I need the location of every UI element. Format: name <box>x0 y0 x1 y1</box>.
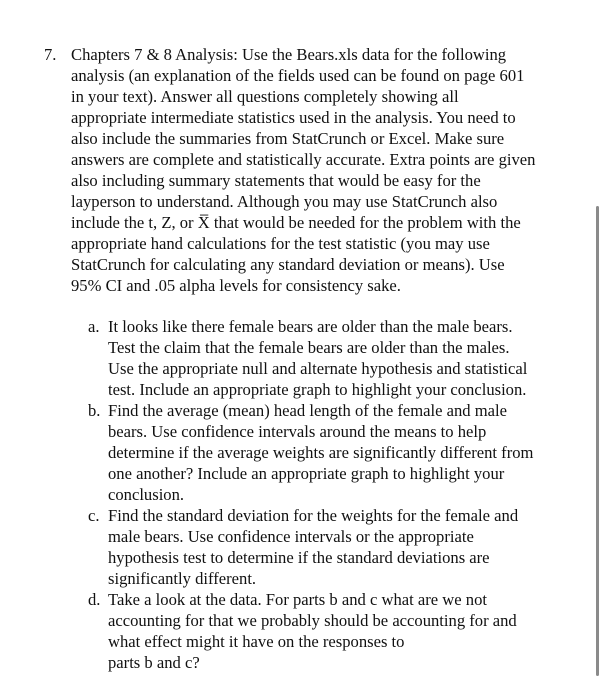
vertical-scrollbar[interactable] <box>596 206 599 676</box>
part-line: one another? Include an appropriate graph to highlight your <box>108 464 505 483</box>
question-line: StatCrunch for calculating any standard deviation or means). Use <box>71 255 505 274</box>
question-line: appropriate hand calculations for the test statistic (you may use <box>71 234 490 253</box>
question-line: Chapters 7 & 8 Analysis: Use the Bears.xls data for the following <box>71 45 507 64</box>
question-line: 95% CI and .05 alpha levels for consistency sake. <box>71 276 401 295</box>
part-line: parts b and c? <box>108 653 200 672</box>
part-line: accounting for that we probably should be accounting for and <box>108 611 517 630</box>
part-label: a. <box>88 317 100 336</box>
part-line: significantly different. <box>108 569 257 588</box>
part-line: Find the standard deviation for the weights for the female and <box>108 506 519 525</box>
part-label: c. <box>88 506 100 525</box>
part-label: d. <box>88 590 101 609</box>
part-line: determine if the average weights are significantly different from <box>108 443 534 462</box>
part-line: male bears. Use confidence intervals or the appropriate <box>108 527 474 546</box>
question-line: layperson to understand. Although you may use StatCrunch also <box>71 192 498 211</box>
question-number: 7. <box>44 45 57 64</box>
question-line: in your text). Answer all questions completely showing all <box>71 87 459 106</box>
part-text <box>108 589 578 673</box>
part-text <box>108 400 578 505</box>
part-line: Find the average (mean) head length of the female and male <box>108 401 507 420</box>
part-label: b. <box>88 401 101 420</box>
part-line: test. Include an appropriate graph to highlight your conclusion. <box>108 380 527 399</box>
question-line: answers are complete and statistically accurate. Extra points are given <box>71 150 536 169</box>
question-line: appropriate intermediate statistics used in the analysis. You need to <box>71 108 516 127</box>
part-line: conclusion. <box>108 485 185 504</box>
part-line: Test the claim that the female bears are older than the males. <box>108 338 510 357</box>
part-line: what effect might it have on the responses to <box>108 632 405 651</box>
part-line: Use the appropriate null and alternate hypothesis and statistical <box>108 359 528 378</box>
part-line: bears. Use confidence intervals around the means to help <box>108 422 487 441</box>
question-line: include the t, Z, or X̅ that would be needed for the problem with the <box>71 213 521 232</box>
part-line: Take a look at the data. For parts b and c what are we not <box>108 590 487 609</box>
question-text <box>71 44 581 296</box>
question-line: also including summary statements that would be easy for the <box>71 171 481 190</box>
part-line: hypothesis test to determine if the standard deviations are <box>108 548 490 567</box>
part-line: It looks like there female bears are older than the male bears. <box>108 317 513 336</box>
question-line: also include the summaries from StatCrunch or Excel. Make sure <box>71 129 505 148</box>
part-text <box>108 505 578 589</box>
part-text <box>108 316 578 400</box>
question-line: analysis (an explanation of the fields used can be found on page 601 <box>71 66 525 85</box>
